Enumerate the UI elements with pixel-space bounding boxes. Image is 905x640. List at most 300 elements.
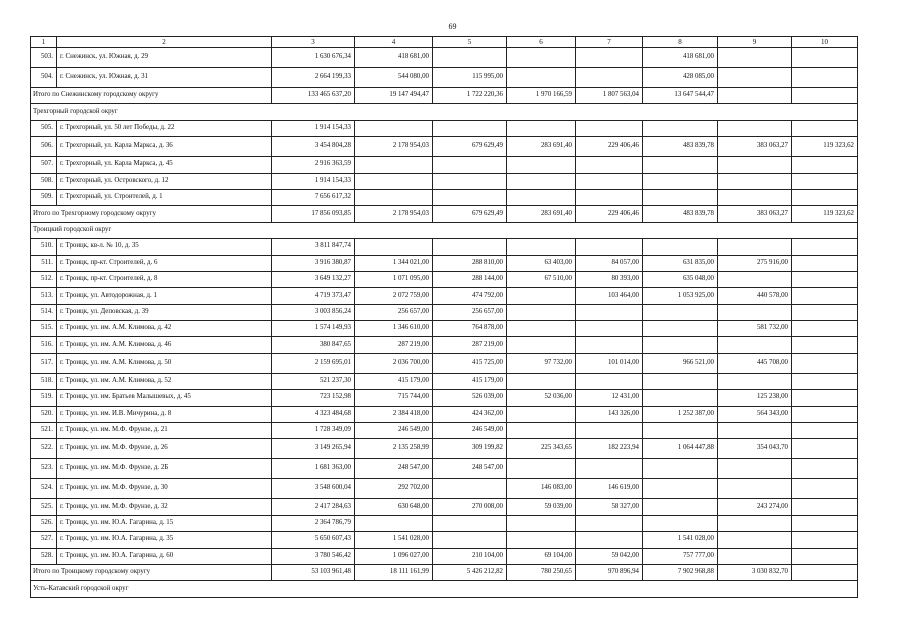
amount-cell <box>576 173 643 189</box>
amount-cell <box>433 479 507 499</box>
amount-cell: 115 995,00 <box>433 68 507 88</box>
row-number: 517. <box>31 353 57 373</box>
data-table-container <box>30 36 857 598</box>
table-row <box>31 499 858 515</box>
amount-cell: 4 323 484,68 <box>272 406 355 422</box>
amount-cell: 309 199,82 <box>433 439 507 459</box>
amount-cell: 1 064 447,88 <box>643 439 718 459</box>
section-row <box>31 581 858 597</box>
amount-cell: 970 896,94 <box>576 564 643 580</box>
amount-cell <box>643 479 718 499</box>
amount-cell: 283 691,40 <box>507 206 576 222</box>
amount-cell: 63 403,00 <box>507 255 576 271</box>
section-title: Усть-Катавский городской округ <box>31 581 858 597</box>
amount-cell: 2 664 199,33 <box>272 68 355 88</box>
amount-cell: 1 630 676,34 <box>272 48 355 68</box>
amount-cell <box>792 439 858 459</box>
amount-cell: 243 274,00 <box>718 499 792 515</box>
row-number: 521. <box>31 423 57 439</box>
row-number: 503. <box>31 48 57 68</box>
amount-cell <box>576 459 643 479</box>
row-number: 509. <box>31 189 57 205</box>
table-row <box>31 68 858 88</box>
amount-cell <box>576 239 643 255</box>
amount-cell <box>507 532 576 548</box>
amount-cell <box>643 459 718 479</box>
column-number-header: 9 <box>718 37 792 48</box>
amount-cell: 1 252 387,00 <box>643 406 718 422</box>
amount-cell: 119 323,62 <box>792 206 858 222</box>
amount-cell <box>507 406 576 422</box>
column-number-header: 4 <box>355 37 433 48</box>
section-row <box>31 222 858 238</box>
amount-cell: 283 691,40 <box>507 137 576 157</box>
table-row <box>31 390 858 406</box>
amount-cell: 246 549,00 <box>355 423 433 439</box>
amount-cell: 428 085,00 <box>643 68 718 88</box>
amount-cell: 424 362,00 <box>433 406 507 422</box>
row-number: 506. <box>31 137 57 157</box>
amount-cell: 631 835,00 <box>643 255 718 271</box>
amount-cell: 133 465 637,20 <box>272 88 355 104</box>
amount-cell: 764 878,00 <box>433 321 507 337</box>
amount-cell <box>718 271 792 287</box>
amount-cell <box>433 157 507 173</box>
amount-cell <box>507 173 576 189</box>
amount-cell: 7 902 968,88 <box>643 564 718 580</box>
amount-cell <box>576 189 643 205</box>
amount-cell <box>792 459 858 479</box>
column-number-row <box>31 37 858 48</box>
amount-cell <box>718 479 792 499</box>
table-row <box>31 271 858 287</box>
column-number-header: 2 <box>57 37 272 48</box>
amount-cell: 521 237,30 <box>272 373 355 389</box>
table-row <box>31 321 858 337</box>
amount-cell: 1 541 028,00 <box>643 532 718 548</box>
amount-cell: 483 839,78 <box>643 206 718 222</box>
table-row <box>31 515 858 531</box>
table-row <box>31 239 858 255</box>
amount-cell <box>507 337 576 353</box>
amount-cell <box>792 515 858 531</box>
row-number: 524. <box>31 479 57 499</box>
amount-cell <box>507 423 576 439</box>
amount-cell: 1 914 154,33 <box>272 120 355 136</box>
amount-cell: 3 548 600,04 <box>272 479 355 499</box>
column-number-header: 8 <box>643 37 718 48</box>
amount-cell <box>792 288 858 304</box>
amount-cell <box>507 120 576 136</box>
amount-cell: 287 219,00 <box>355 337 433 353</box>
amount-cell <box>507 157 576 173</box>
amount-cell <box>433 120 507 136</box>
amount-cell: 256 657,00 <box>433 304 507 320</box>
address-cell: г. Троицк, ул. им. А.М. Климова, д. 50 <box>57 353 272 373</box>
amount-cell: 1 344 021,00 <box>355 255 433 271</box>
section-title: Трехгорный городской округ <box>31 104 858 120</box>
address-cell: г. Троицк, пр-кт. Строителей, д. 8 <box>57 271 272 287</box>
amount-cell: 564 343,00 <box>718 406 792 422</box>
amount-cell <box>643 390 718 406</box>
amount-cell: 143 326,00 <box>576 406 643 422</box>
amount-cell: 418 681,00 <box>355 48 433 68</box>
amount-cell <box>792 406 858 422</box>
amount-cell <box>643 304 718 320</box>
row-number: 515. <box>31 321 57 337</box>
amount-cell: 483 839,78 <box>643 137 718 157</box>
amount-cell: 630 648,00 <box>355 499 433 515</box>
address-cell: г. Трехгорный, ул. Карла Маркса, д. 45 <box>57 157 272 173</box>
amount-cell <box>718 239 792 255</box>
column-number-header: 10 <box>792 37 858 48</box>
amount-cell: 2 135 258,99 <box>355 439 433 459</box>
amount-cell: 1 071 095,00 <box>355 271 433 287</box>
amount-cell <box>718 120 792 136</box>
address-cell: г. Трехгорный, ул. 50 лет Победы, д. 22 <box>57 120 272 136</box>
amount-cell <box>718 459 792 479</box>
row-number: 514. <box>31 304 57 320</box>
amount-cell <box>792 157 858 173</box>
amount-cell: 53 103 961,48 <box>272 564 355 580</box>
table-row <box>31 288 858 304</box>
amount-cell: 17 856 093,85 <box>272 206 355 222</box>
amount-cell <box>507 239 576 255</box>
amount-cell <box>718 337 792 353</box>
amount-cell: 757 777,00 <box>643 548 718 564</box>
amount-cell: 3 811 847,74 <box>272 239 355 255</box>
table-row <box>31 48 858 68</box>
address-cell: г. Троицк, ул. им. М.Ф. Фрунзе, д. 26 <box>57 439 272 459</box>
amount-cell: 5 650 607,43 <box>272 532 355 548</box>
amount-cell <box>718 373 792 389</box>
amount-cell: 2 364 786,79 <box>272 515 355 531</box>
row-number: 511. <box>31 255 57 271</box>
amount-cell: 445 708,00 <box>718 353 792 373</box>
amount-cell <box>507 288 576 304</box>
amount-cell <box>792 255 858 271</box>
amount-cell: 229 406,46 <box>576 137 643 157</box>
row-number: 505. <box>31 120 57 136</box>
amount-cell: 246 549,00 <box>433 423 507 439</box>
row-number: 512. <box>31 271 57 287</box>
address-cell: г. Троицк, ул. им. И.В. Мичурина, д. 8 <box>57 406 272 422</box>
amount-cell: 3 003 856,24 <box>272 304 355 320</box>
amount-cell: 1 807 563,04 <box>576 88 643 104</box>
amount-cell: 2 417 284,63 <box>272 499 355 515</box>
amount-cell <box>792 548 858 564</box>
amount-cell: 12 431,00 <box>576 390 643 406</box>
amount-cell: 1 681 363,00 <box>272 459 355 479</box>
amount-cell: 354 043,70 <box>718 439 792 459</box>
row-number: 520. <box>31 406 57 422</box>
amount-cell <box>433 189 507 205</box>
page-number: 69 <box>448 22 457 31</box>
amount-cell <box>792 68 858 88</box>
amount-cell: 3 780 546,42 <box>272 548 355 564</box>
amount-cell <box>718 88 792 104</box>
amount-cell <box>643 173 718 189</box>
amount-cell: 415 725,00 <box>433 353 507 373</box>
address-cell: г. Трехгорный, ул. Строителей, д. 1 <box>57 189 272 205</box>
amount-cell: 119 323,62 <box>792 137 858 157</box>
table-row <box>31 423 858 439</box>
amount-cell: 415 179,00 <box>355 373 433 389</box>
total-label: Итого по Троицкому городскому округу <box>31 564 272 580</box>
amount-cell <box>576 373 643 389</box>
amount-cell <box>576 157 643 173</box>
amount-cell <box>433 173 507 189</box>
amount-cell: 474 792,00 <box>433 288 507 304</box>
amount-cell: 67 510,00 <box>507 271 576 287</box>
amount-cell: 2 036 700,00 <box>355 353 433 373</box>
amount-cell: 383 063,27 <box>718 206 792 222</box>
amount-cell: 52 036,00 <box>507 390 576 406</box>
amount-cell: 4 719 373,47 <box>272 288 355 304</box>
amount-cell: 229 406,46 <box>576 206 643 222</box>
amount-cell: 275 916,00 <box>718 255 792 271</box>
amount-cell: 292 702,00 <box>355 479 433 499</box>
amount-cell: 1 541 028,00 <box>355 532 433 548</box>
amount-cell: 270 008,00 <box>433 499 507 515</box>
amount-cell <box>433 239 507 255</box>
table-row <box>31 459 858 479</box>
section-title: Троицкий городской округ <box>31 222 858 238</box>
section-row <box>31 104 858 120</box>
amount-cell <box>576 120 643 136</box>
amount-cell <box>792 48 858 68</box>
amount-cell <box>355 157 433 173</box>
amount-cell <box>792 337 858 353</box>
amount-cell: 2 384 418,00 <box>355 406 433 422</box>
table-row <box>31 439 858 459</box>
table-row <box>31 173 858 189</box>
amount-cell: 3 454 804,28 <box>272 137 355 157</box>
amount-cell: 256 657,00 <box>355 304 433 320</box>
table-row <box>31 120 858 136</box>
amount-cell <box>355 239 433 255</box>
amount-cell <box>576 48 643 68</box>
amount-cell: 679 629,49 <box>433 137 507 157</box>
amount-cell: 1 728 349,09 <box>272 423 355 439</box>
row-number: 525. <box>31 499 57 515</box>
column-number-header: 5 <box>433 37 507 48</box>
amount-cell <box>718 515 792 531</box>
amount-cell: 2 178 954,03 <box>355 206 433 222</box>
amount-cell: 225 343,65 <box>507 439 576 459</box>
amount-cell: 526 039,00 <box>433 390 507 406</box>
amount-cell <box>643 337 718 353</box>
row-number: 526. <box>31 515 57 531</box>
address-cell: г. Снежинск, ул. Южная, д. 31 <box>57 68 272 88</box>
amount-cell <box>507 459 576 479</box>
table-row <box>31 353 858 373</box>
amount-cell <box>792 321 858 337</box>
amount-cell <box>792 499 858 515</box>
amount-cell <box>507 373 576 389</box>
amount-cell: 69 104,00 <box>507 548 576 564</box>
amount-cell: 248 547,00 <box>355 459 433 479</box>
address-cell: г. Троицк, ул. им. М.Ф. Фрунзе, д. 21 <box>57 423 272 439</box>
amount-cell <box>433 515 507 531</box>
table-row <box>31 373 858 389</box>
address-cell: г. Троицк, ул. им. Братьев Малышевых, д. 45 <box>57 390 272 406</box>
amount-cell: 210 104,00 <box>433 548 507 564</box>
amount-cell: 146 619,00 <box>576 479 643 499</box>
address-cell: г. Снежинск, ул. Южная, д. 29 <box>57 48 272 68</box>
amount-cell: 3 030 832,70 <box>718 564 792 580</box>
amount-cell <box>576 68 643 88</box>
row-number: 507. <box>31 157 57 173</box>
total-row <box>31 564 858 580</box>
address-cell: г. Троицк, кв-л. № 10, д. 35 <box>57 239 272 255</box>
amount-cell <box>792 189 858 205</box>
amount-cell <box>355 515 433 531</box>
amount-cell <box>792 423 858 439</box>
amount-cell: 287 219,00 <box>433 337 507 353</box>
column-number-header: 3 <box>272 37 355 48</box>
amount-cell <box>792 390 858 406</box>
column-number-header: 6 <box>507 37 576 48</box>
amount-cell: 97 732,00 <box>507 353 576 373</box>
address-cell: г. Троицк, ул. Автодорожная, д. 1 <box>57 288 272 304</box>
amount-cell: 182 223,94 <box>576 439 643 459</box>
amount-cell <box>718 304 792 320</box>
amount-cell: 5 426 212,82 <box>433 564 507 580</box>
amount-cell <box>643 120 718 136</box>
amount-cell: 103 464,00 <box>576 288 643 304</box>
amount-cell <box>792 239 858 255</box>
table-row <box>31 137 858 157</box>
amount-cell: 80 393,00 <box>576 271 643 287</box>
total-row <box>31 206 858 222</box>
address-cell: г. Троицк, ул. им. Ю.А. Гагарина, д. 35 <box>57 532 272 548</box>
row-number: 513. <box>31 288 57 304</box>
amount-cell <box>792 353 858 373</box>
row-number: 516. <box>31 337 57 353</box>
amount-cell: 59 039,00 <box>507 499 576 515</box>
amount-cell <box>718 173 792 189</box>
amount-cell <box>718 48 792 68</box>
amount-cell <box>792 479 858 499</box>
table-row <box>31 337 858 353</box>
amount-cell: 1 970 166,59 <box>507 88 576 104</box>
table-row <box>31 548 858 564</box>
address-cell: г. Троицк, ул. им. М.Ф. Фрунзе, д. 2Б <box>57 459 272 479</box>
row-number: 522. <box>31 439 57 459</box>
amount-cell: 1 346 610,00 <box>355 321 433 337</box>
amount-cell: 1 914 154,33 <box>272 173 355 189</box>
address-cell: г. Трехгорный, ул. Островского, д. 12 <box>57 173 272 189</box>
amount-cell <box>507 321 576 337</box>
column-number-header: 7 <box>576 37 643 48</box>
row-number: 504. <box>31 68 57 88</box>
amount-cell <box>433 48 507 68</box>
amount-cell <box>643 423 718 439</box>
table-row <box>31 255 858 271</box>
address-cell: г. Троицк, ул. им. А.М. Климова, д. 52 <box>57 373 272 389</box>
amount-cell <box>643 189 718 205</box>
amount-cell: 966 521,00 <box>643 353 718 373</box>
amount-cell <box>643 239 718 255</box>
amount-cell: 415 179,00 <box>433 373 507 389</box>
amount-cell: 440 578,00 <box>718 288 792 304</box>
amount-cell <box>643 499 718 515</box>
amount-cell: 3 149 265,94 <box>272 439 355 459</box>
amount-cell <box>643 515 718 531</box>
amount-cell: 780 250,65 <box>507 564 576 580</box>
amount-cell: 3 916 380,87 <box>272 255 355 271</box>
amount-cell: 715 744,00 <box>355 390 433 406</box>
amount-cell: 101 014,00 <box>576 353 643 373</box>
address-cell: г. Троицк, ул. Деповская, д. 39 <box>57 304 272 320</box>
amount-cell: 544 080,00 <box>355 68 433 88</box>
amount-cell: 679 629,49 <box>433 206 507 222</box>
amount-cell: 146 083,00 <box>507 479 576 499</box>
total-label: Итого по Снежинскому городскому округу <box>31 88 272 104</box>
row-number: 523. <box>31 459 57 479</box>
housing-repair-table <box>30 36 858 598</box>
row-number: 528. <box>31 548 57 564</box>
row-number: 519. <box>31 390 57 406</box>
table-row <box>31 189 858 205</box>
address-cell: г. Троицк, ул. им. А.М. Климова, д. 46 <box>57 337 272 353</box>
amount-cell: 1 096 027,00 <box>355 548 433 564</box>
amount-cell <box>718 189 792 205</box>
row-number: 518. <box>31 373 57 389</box>
row-number: 527. <box>31 532 57 548</box>
table-row <box>31 532 858 548</box>
address-cell: г. Троицк, ул. им. Ю.А. Гагарина, д. 60 <box>57 548 272 564</box>
amount-cell <box>507 189 576 205</box>
address-cell: г. Троицк, ул. им. М.Ф. Фрунзе, д. 30 <box>57 479 272 499</box>
amount-cell: 248 547,00 <box>433 459 507 479</box>
address-cell: г. Трехгорный, ул. Карла Маркса, д. 36 <box>57 137 272 157</box>
amount-cell <box>718 68 792 88</box>
amount-cell <box>792 271 858 287</box>
row-number: 508. <box>31 173 57 189</box>
amount-cell <box>643 373 718 389</box>
amount-cell <box>576 321 643 337</box>
amount-cell: 125 238,00 <box>718 390 792 406</box>
amount-cell <box>792 304 858 320</box>
amount-cell <box>576 532 643 548</box>
amount-cell: 84 057,00 <box>576 255 643 271</box>
amount-cell: 635 048,00 <box>643 271 718 287</box>
amount-cell: 13 647 544,47 <box>643 88 718 104</box>
amount-cell <box>643 157 718 173</box>
amount-cell: 1 722 220,36 <box>433 88 507 104</box>
amount-cell <box>507 304 576 320</box>
amount-cell <box>576 337 643 353</box>
amount-cell <box>576 515 643 531</box>
amount-cell: 2 178 954,03 <box>355 137 433 157</box>
address-cell: г. Троицк, ул. им. М.Ф. Фрунзе, д. 32 <box>57 499 272 515</box>
amount-cell <box>792 120 858 136</box>
address-cell: г. Троицк, ул. им. Ю.А. Гагарина, д. 15 <box>57 515 272 531</box>
table-row <box>31 157 858 173</box>
row-number: 510. <box>31 239 57 255</box>
amount-cell <box>792 564 858 580</box>
total-label: Итого по Трехгорному городскому округу <box>31 206 272 222</box>
amount-cell: 383 063,27 <box>718 137 792 157</box>
amount-cell: 380 847,65 <box>272 337 355 353</box>
amount-cell: 59 042,00 <box>576 548 643 564</box>
amount-cell <box>792 173 858 189</box>
amount-cell: 2 072 759,00 <box>355 288 433 304</box>
amount-cell <box>792 373 858 389</box>
amount-cell: 1 574 149,93 <box>272 321 355 337</box>
